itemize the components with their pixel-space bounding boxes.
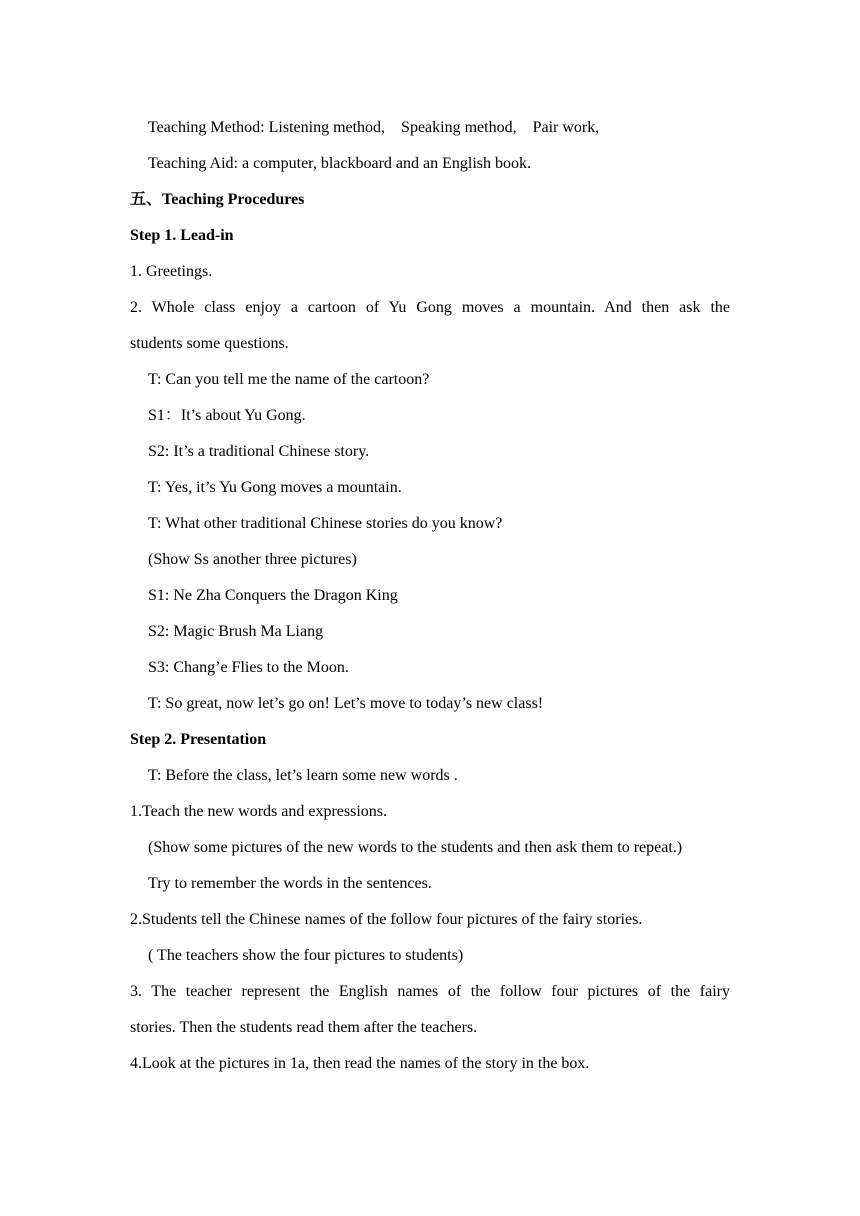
dialogue-line: T: What other traditional Chinese stories do you know? bbox=[148, 515, 503, 532]
paragraph-line: students some questions. bbox=[130, 335, 289, 352]
dialogue-line: T: Can you tell me the name of the cartoon? bbox=[148, 371, 430, 388]
paragraph-line: 3. The teacher represent the English names of the follow four pictures of the fairy bbox=[130, 983, 730, 1000]
paragraph-line: ( The teachers show the four pictures to students) bbox=[148, 947, 464, 964]
teaching-method-line: Teaching Method: Listening method, Speaking method, Pair work, bbox=[148, 119, 600, 136]
teaching-aid-line: Teaching Aid: a computer, blackboard and an English book. bbox=[148, 155, 532, 172]
paragraph-line: 1. Greetings. bbox=[130, 263, 213, 280]
paragraph-line: stories. Then the students read them after the teachers. bbox=[130, 1019, 478, 1036]
dialogue-line: (Show Ss another three pictures) bbox=[148, 551, 357, 568]
step-1-heading: Step 1. Lead-in bbox=[130, 227, 234, 244]
document-body bbox=[130, 110, 730, 1082]
paragraph-line: 1.Teach the new words and expressions. bbox=[130, 803, 388, 820]
dialogue-line: S2: It’s a traditional Chinese story. bbox=[148, 443, 370, 460]
dialogue-line: T: Yes, it’s Yu Gong moves a mountain. bbox=[148, 479, 402, 496]
step-2-heading: Step 2. Presentation bbox=[130, 731, 267, 748]
paragraph-line: (Show some pictures of the new words to the students and then ask them to repeat.) bbox=[148, 839, 683, 856]
dialogue-line: S2: Magic Brush Ma Liang bbox=[148, 623, 324, 640]
paragraph-line: 2. Whole class enjoy a cartoon of Yu Gong moves a mountain. And then ask the bbox=[130, 299, 730, 316]
dialogue-line: T: Before the class, let’s learn some new words . bbox=[148, 767, 458, 784]
paragraph-line: 2.Students tell the Chinese names of the follow four pictures of the fairy stories. bbox=[130, 911, 643, 928]
paragraph-line: 4.Look at the pictures in 1a, then read the names of the story in the box. bbox=[130, 1055, 590, 1072]
section-heading-teaching-procedures: 五、Teaching Procedures bbox=[130, 191, 305, 208]
dialogue-line: S1：It’s about Yu Gong. bbox=[148, 407, 306, 424]
dialogue-line: T: So great, now let’s go on! Let’s move to today’s new class! bbox=[148, 695, 544, 712]
dialogue-line: S1: Ne Zha Conquers the Dragon King bbox=[148, 587, 398, 604]
dialogue-line: S3: Chang’e Flies to the Moon. bbox=[148, 659, 349, 676]
paragraph-line: Try to remember the words in the sentences. bbox=[148, 875, 432, 892]
